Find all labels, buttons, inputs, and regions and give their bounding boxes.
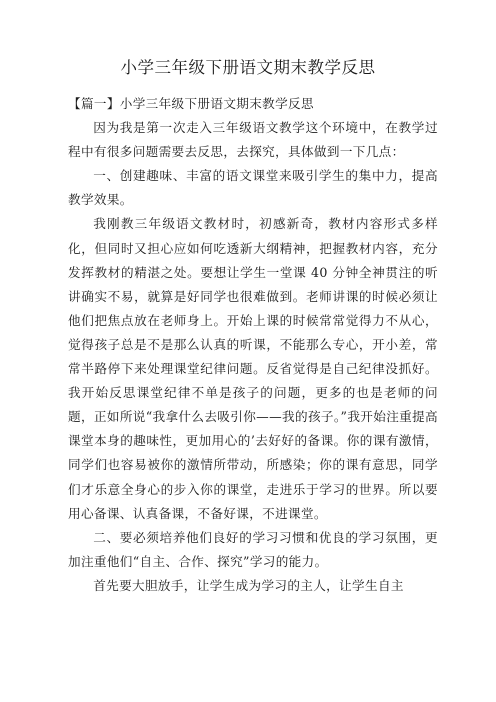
document-title: 小学三年级下册语文期末教学反思 (120, 58, 376, 77)
paragraph-intro: 因为我是第一次走入三年级语文教学这个环境中，在教学过程中有很多问题需要去反思，去探究，具体做到一下几点： (68, 120, 438, 160)
paragraph-point-one-detail: 我刚教三年级语文教材时，初感新奇，教材内容形式多样化，但同时又担心应如何吃透新大纲精神，把握教材内容，充分发挥教材的精湛之处。要想让学生一堂课 40 分钟全神贯注的听讲确实不易，就算是好同学也很难做到。老师讲课的时候必须让他们把焦点放在老师身上。开始上课的时候常常觉得力不从心，觉得孩子总是不是那么认真的听课，不能那么专心，开小差，常常半路停下来处理课堂纪律问题。反省觉得是自己纪律没抓好。我开始反思课堂纪律不单是孩子的问题，更多的也是老师的问题，正如所说“我拿什么去吸引你——我的孩子。”我开始注重提高课堂本身的趣味性，更加用心的’去好好的备课。你的课有激情，同学们也容易被你的激情所带动，所感染；你的课有意思，同学们才乐意全身心的步入你的课堂，走进乐于学习的世界。所以要用心备课、认真备课，不备好课，不进课堂。 (68, 216, 438, 521)
paragraph-point-two-detail: 首先要大胆放手，让学生成为学习的主人，让学生自主 (93, 577, 404, 593)
section-heading: 【篇一】小学三年级下册语文期末教学反思 (68, 96, 314, 111)
paragraph-point-two: 二、要必须培养他们良好的学习习惯和优良的学习氛围，更加注重他们“自主、合作、探究”学习的能力。 (68, 529, 438, 569)
document-body (68, 92, 438, 598)
paragraph-point-one: 一、创建趣味、丰富的语文课堂来吸引学生的集中力，提高教学效果。 (68, 168, 438, 208)
